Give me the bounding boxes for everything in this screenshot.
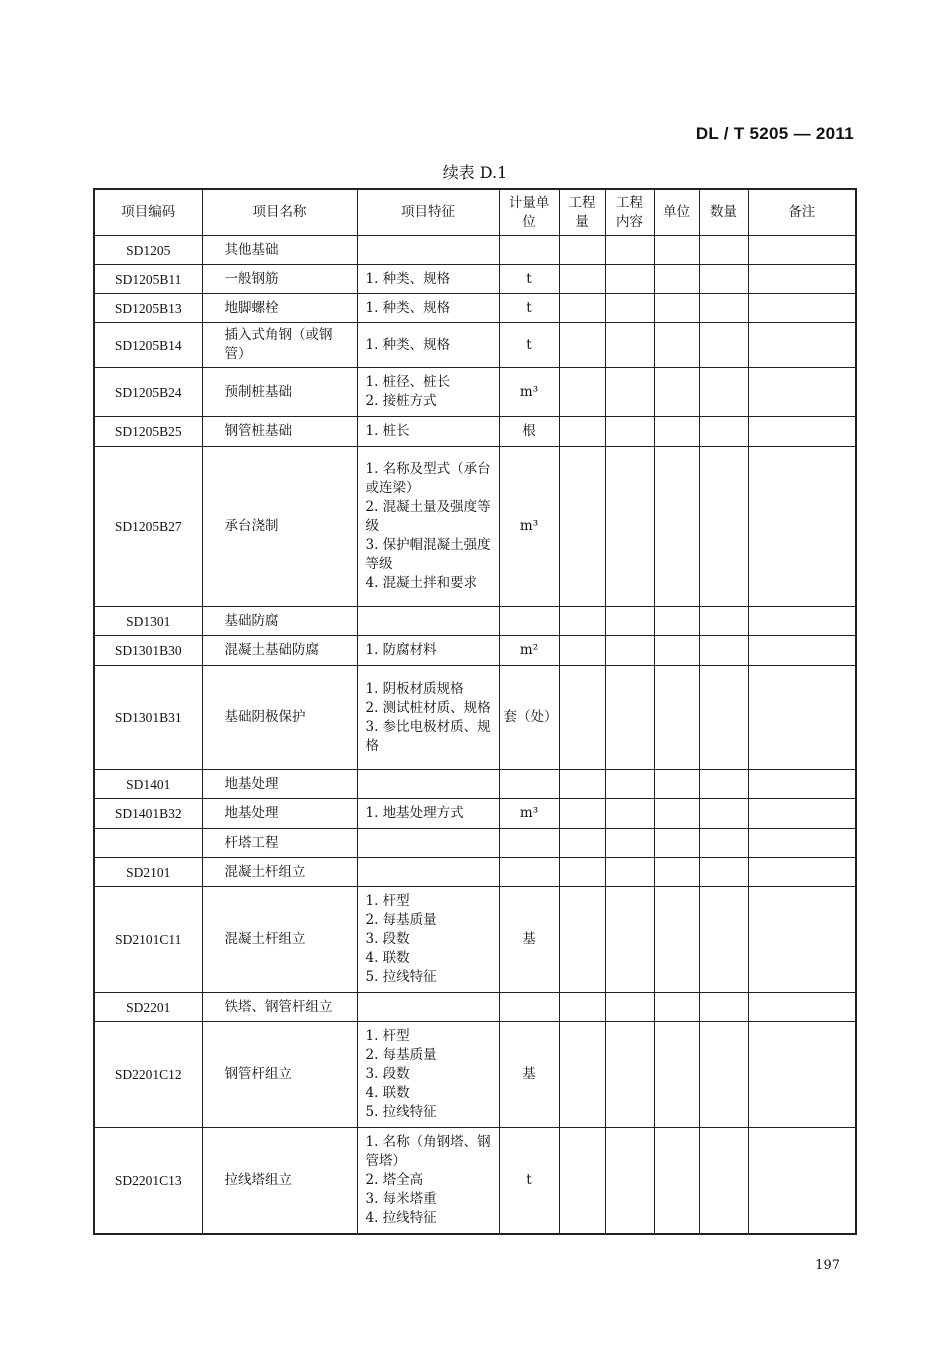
empty-cell bbox=[605, 1022, 654, 1128]
empty-cell bbox=[748, 607, 856, 636]
item-code: SD1205B25 bbox=[94, 417, 202, 447]
item-code: SD1301B31 bbox=[94, 666, 202, 770]
table-row bbox=[94, 799, 856, 829]
group-row bbox=[94, 770, 856, 799]
item-features bbox=[357, 636, 499, 666]
item-name: 混凝土杆组立 bbox=[202, 887, 357, 993]
column-header: 单位 bbox=[654, 189, 699, 236]
table-row bbox=[94, 368, 856, 417]
item-features bbox=[357, 294, 499, 323]
item-code: SD1301B30 bbox=[94, 636, 202, 666]
empty-cell bbox=[699, 829, 748, 858]
feature-line: 1. 名称（角钢塔、钢管塔） bbox=[365, 1133, 491, 1169]
table-row bbox=[94, 265, 856, 294]
item-code: SD2101C11 bbox=[94, 887, 202, 993]
empty-cell bbox=[699, 1128, 748, 1234]
empty-cell bbox=[654, 858, 699, 887]
item-features bbox=[357, 265, 499, 294]
table-row bbox=[94, 636, 856, 666]
feature-line: 1. 桩径、桩长 bbox=[365, 374, 451, 390]
group-row bbox=[94, 829, 856, 858]
feature-line: 3. 段数 bbox=[365, 1066, 410, 1082]
item-features bbox=[357, 236, 499, 265]
item-code: SD1301 bbox=[94, 607, 202, 636]
feature-line: 3. 保护帽混凝土强度等级 bbox=[365, 537, 491, 572]
item-features bbox=[357, 417, 499, 447]
item-features bbox=[357, 858, 499, 887]
empty-cell bbox=[559, 858, 605, 887]
empty-cell bbox=[654, 636, 699, 666]
empty-cell bbox=[559, 666, 605, 770]
feature-line: 3. 每米塔重 bbox=[365, 1190, 437, 1207]
empty-cell bbox=[699, 323, 748, 368]
feature-line: 1. 杆型 bbox=[365, 893, 410, 909]
item-name: 地基处理 bbox=[202, 799, 357, 829]
item-code: SD2201C12 bbox=[94, 1022, 202, 1128]
empty-cell bbox=[699, 770, 748, 799]
item-code: SD1401B32 bbox=[94, 799, 202, 829]
measure-unit: t bbox=[499, 265, 559, 294]
empty-cell bbox=[654, 1128, 699, 1234]
feature-line: 2. 测试桩材质、规格 bbox=[365, 699, 491, 716]
empty-cell bbox=[605, 323, 654, 368]
empty-cell bbox=[699, 417, 748, 447]
empty-cell bbox=[559, 607, 605, 636]
empty-cell bbox=[605, 294, 654, 323]
empty-cell bbox=[605, 265, 654, 294]
item-name: 混凝土基础防腐 bbox=[202, 636, 357, 666]
empty-cell bbox=[559, 323, 605, 368]
measure-unit bbox=[499, 858, 559, 887]
item-name: 其他基础 bbox=[202, 236, 357, 265]
empty-cell bbox=[748, 993, 856, 1022]
column-header: 数量 bbox=[699, 189, 748, 236]
empty-cell bbox=[654, 770, 699, 799]
empty-cell bbox=[654, 323, 699, 368]
feature-line: 1. 防腐材料 bbox=[365, 642, 437, 658]
empty-cell bbox=[748, 666, 856, 770]
item-features bbox=[357, 1128, 499, 1234]
empty-cell bbox=[559, 447, 605, 607]
item-features bbox=[357, 607, 499, 636]
item-code: SD1401 bbox=[94, 770, 202, 799]
empty-cell bbox=[605, 829, 654, 858]
empty-cell bbox=[654, 368, 699, 417]
table-row bbox=[94, 887, 856, 993]
column-header: 工程量 bbox=[559, 189, 605, 236]
empty-cell bbox=[654, 666, 699, 770]
item-code: SD1205B14 bbox=[94, 323, 202, 368]
empty-cell bbox=[605, 887, 654, 993]
empty-cell bbox=[654, 1022, 699, 1128]
empty-cell bbox=[748, 294, 856, 323]
empty-cell bbox=[748, 265, 856, 294]
item-name: 铁塔、钢管杆组立 bbox=[202, 993, 357, 1022]
group-row bbox=[94, 993, 856, 1022]
measure-unit bbox=[499, 993, 559, 1022]
empty-cell bbox=[699, 666, 748, 770]
item-name: 钢管桩基础 bbox=[202, 417, 357, 447]
item-code: SD2201 bbox=[94, 993, 202, 1022]
item-code: SD2101 bbox=[94, 858, 202, 887]
empty-cell bbox=[699, 447, 748, 607]
table-row bbox=[94, 417, 856, 447]
empty-cell bbox=[559, 770, 605, 799]
item-name: 一般钢筋 bbox=[202, 265, 357, 294]
measure-unit: m³ bbox=[499, 368, 559, 417]
feature-line: 1. 名称及型式（承台或连梁） bbox=[365, 461, 491, 496]
empty-cell bbox=[559, 236, 605, 265]
item-code bbox=[94, 829, 202, 858]
item-code: SD1205B27 bbox=[94, 447, 202, 607]
measure-unit: m² bbox=[499, 636, 559, 666]
feature-line: 4. 拉线特征 bbox=[365, 1209, 437, 1226]
empty-cell bbox=[654, 294, 699, 323]
table-body bbox=[94, 236, 856, 1234]
empty-cell bbox=[605, 636, 654, 666]
empty-cell bbox=[748, 323, 856, 368]
feature-line: 3. 参比电极材质、规格 bbox=[365, 718, 491, 754]
item-features bbox=[357, 799, 499, 829]
feature-line: 1. 种类、规格 bbox=[365, 270, 451, 287]
empty-cell bbox=[654, 993, 699, 1022]
measure-unit: t bbox=[499, 323, 559, 368]
empty-cell bbox=[654, 447, 699, 607]
measure-unit: m³ bbox=[499, 447, 559, 607]
empty-cell bbox=[654, 607, 699, 636]
empty-cell bbox=[559, 417, 605, 447]
feature-line: 1. 阴板材质规格 bbox=[365, 680, 464, 697]
empty-cell bbox=[605, 799, 654, 829]
item-name: 插入式角钢（或钢管） bbox=[202, 323, 357, 368]
empty-cell bbox=[605, 858, 654, 887]
group-row bbox=[94, 236, 856, 265]
feature-line: 5. 拉线特征 bbox=[365, 1104, 437, 1120]
empty-cell bbox=[748, 236, 856, 265]
measure-unit: 基 bbox=[499, 1022, 559, 1128]
measure-unit bbox=[499, 770, 559, 799]
feature-line: 3. 段数 bbox=[365, 931, 410, 947]
measure-unit bbox=[499, 607, 559, 636]
item-name: 地脚螺栓 bbox=[202, 294, 357, 323]
empty-cell bbox=[654, 417, 699, 447]
item-features bbox=[357, 447, 499, 607]
empty-cell bbox=[559, 1128, 605, 1234]
empty-cell bbox=[559, 799, 605, 829]
feature-line: 1. 种类、规格 bbox=[365, 299, 451, 316]
empty-cell bbox=[699, 236, 748, 265]
table-row bbox=[94, 1128, 856, 1234]
empty-cell bbox=[559, 887, 605, 993]
item-code: SD2201C13 bbox=[94, 1128, 202, 1234]
measure-unit: t bbox=[499, 1128, 559, 1234]
item-name: 预制桩基础 bbox=[202, 368, 357, 417]
item-code: SD1205B13 bbox=[94, 294, 202, 323]
item-features bbox=[357, 770, 499, 799]
measure-unit bbox=[499, 829, 559, 858]
measure-unit bbox=[499, 236, 559, 265]
empty-cell bbox=[654, 829, 699, 858]
empty-cell bbox=[654, 236, 699, 265]
table-header-row bbox=[94, 189, 856, 236]
item-code: SD1205B24 bbox=[94, 368, 202, 417]
column-header: 项目名称 bbox=[202, 189, 357, 236]
empty-cell bbox=[605, 236, 654, 265]
empty-cell bbox=[699, 368, 748, 417]
empty-cell bbox=[748, 799, 856, 829]
empty-cell bbox=[699, 993, 748, 1022]
measure-unit: 根 bbox=[499, 417, 559, 447]
empty-cell bbox=[699, 1022, 748, 1128]
empty-cell bbox=[559, 265, 605, 294]
empty-cell bbox=[605, 1128, 654, 1234]
item-features bbox=[357, 1022, 499, 1128]
feature-line: 4. 联数 bbox=[365, 950, 410, 966]
measure-unit: 套（处） bbox=[499, 666, 559, 770]
item-name: 杆塔工程 bbox=[202, 829, 357, 858]
measure-unit: 基 bbox=[499, 887, 559, 993]
feature-line: 5. 拉线特征 bbox=[365, 969, 437, 985]
empty-cell bbox=[559, 829, 605, 858]
column-header: 工程内容 bbox=[605, 189, 654, 236]
empty-cell bbox=[748, 770, 856, 799]
item-features bbox=[357, 887, 499, 993]
empty-cell bbox=[605, 368, 654, 417]
empty-cell bbox=[699, 265, 748, 294]
empty-cell bbox=[699, 799, 748, 829]
feature-line: 1. 地基处理方式 bbox=[365, 805, 464, 821]
empty-cell bbox=[605, 417, 654, 447]
empty-cell bbox=[748, 829, 856, 858]
empty-cell bbox=[605, 993, 654, 1022]
column-header: 项目编码 bbox=[94, 189, 202, 236]
feature-line: 2. 每基质量 bbox=[365, 1047, 437, 1063]
column-header: 备注 bbox=[748, 189, 856, 236]
table-row bbox=[94, 666, 856, 770]
item-name: 基础阴极保护 bbox=[202, 666, 357, 770]
item-features bbox=[357, 829, 499, 858]
empty-cell bbox=[559, 294, 605, 323]
empty-cell bbox=[699, 636, 748, 666]
item-features bbox=[357, 323, 499, 368]
empty-cell bbox=[605, 770, 654, 799]
item-name: 地基处理 bbox=[202, 770, 357, 799]
page-number: 197 bbox=[815, 1258, 840, 1273]
item-features bbox=[357, 993, 499, 1022]
feature-line: 1. 杆型 bbox=[365, 1028, 410, 1044]
feature-line: 4. 混凝土拌和要求 bbox=[365, 575, 478, 591]
empty-cell bbox=[699, 858, 748, 887]
empty-cell bbox=[748, 858, 856, 887]
item-code: SD1205B11 bbox=[94, 265, 202, 294]
item-name: 承台浇制 bbox=[202, 447, 357, 607]
item-code: SD1205 bbox=[94, 236, 202, 265]
item-features bbox=[357, 666, 499, 770]
item-name: 基础防腐 bbox=[202, 607, 357, 636]
feature-line: 2. 混凝土量及强度等级 bbox=[365, 499, 491, 534]
item-name: 拉线塔组立 bbox=[202, 1128, 357, 1234]
empty-cell bbox=[605, 607, 654, 636]
standard-code: DL / T 5205 — 2011 bbox=[695, 124, 854, 143]
feature-line: 1. 种类、规格 bbox=[365, 336, 451, 353]
empty-cell bbox=[748, 1128, 856, 1234]
empty-cell bbox=[699, 607, 748, 636]
empty-cell bbox=[654, 265, 699, 294]
empty-cell bbox=[654, 887, 699, 993]
group-row bbox=[94, 858, 856, 887]
feature-line: 2. 塔全高 bbox=[365, 1171, 424, 1188]
feature-line: 2. 每基质量 bbox=[365, 912, 437, 928]
empty-cell bbox=[748, 1022, 856, 1128]
item-features bbox=[357, 368, 499, 417]
empty-cell bbox=[748, 887, 856, 993]
item-name: 混凝土杆组立 bbox=[202, 858, 357, 887]
group-row bbox=[94, 607, 856, 636]
feature-line: 1. 桩长 bbox=[365, 423, 410, 439]
empty-cell bbox=[559, 368, 605, 417]
table-row bbox=[94, 447, 856, 607]
empty-cell bbox=[699, 887, 748, 993]
table-row bbox=[94, 1022, 856, 1128]
empty-cell bbox=[748, 636, 856, 666]
measure-unit: m³ bbox=[499, 799, 559, 829]
column-header: 计量单位 bbox=[499, 189, 559, 236]
empty-cell bbox=[559, 1022, 605, 1128]
feature-line: 4. 联数 bbox=[365, 1085, 410, 1101]
empty-cell bbox=[559, 993, 605, 1022]
empty-cell bbox=[748, 447, 856, 607]
empty-cell bbox=[748, 417, 856, 447]
empty-cell bbox=[605, 666, 654, 770]
empty-cell bbox=[605, 447, 654, 607]
table-caption: 续表 D.1 bbox=[442, 163, 508, 182]
feature-line: 2. 接桩方式 bbox=[365, 393, 437, 409]
empty-cell bbox=[748, 368, 856, 417]
item-name: 钢管杆组立 bbox=[202, 1022, 357, 1128]
empty-cell bbox=[654, 799, 699, 829]
table-row bbox=[94, 294, 856, 323]
measure-unit: t bbox=[499, 294, 559, 323]
empty-cell bbox=[559, 636, 605, 666]
empty-cell bbox=[699, 294, 748, 323]
bill-of-quantities-table bbox=[93, 188, 857, 1235]
table-row bbox=[94, 323, 856, 368]
column-header: 项目特征 bbox=[357, 189, 499, 236]
